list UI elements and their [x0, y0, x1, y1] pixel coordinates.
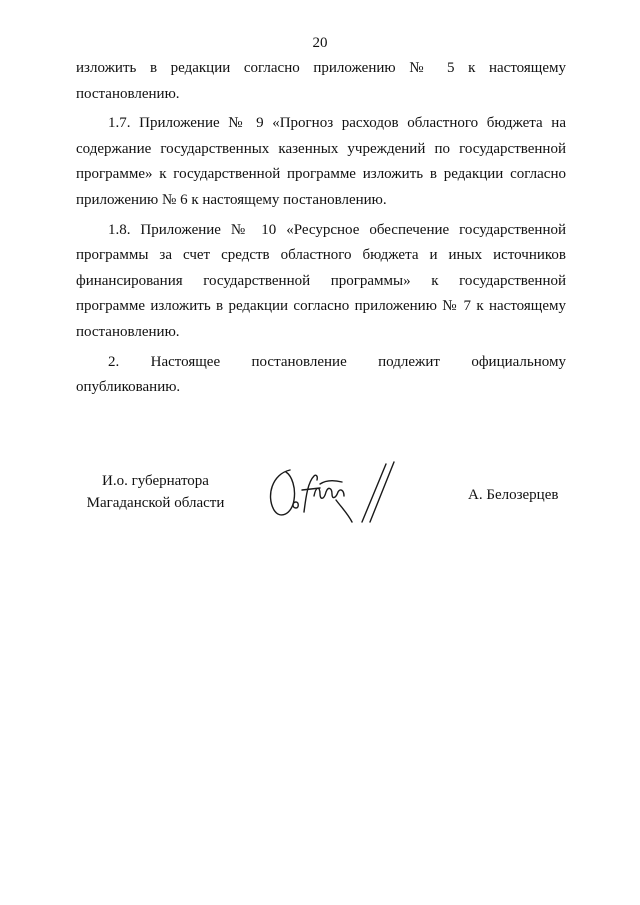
text-line: 2. Настоящее постановление подлежит официальному: [108, 353, 566, 370]
text-line: содержание государственных казенных учреждений по государственной: [76, 140, 566, 157]
text-line: постановлению.: [76, 323, 180, 340]
paragraph-1-7: [76, 111, 566, 213]
handwritten-signature-icon: [262, 456, 402, 530]
text-line: постановлению.: [76, 85, 180, 102]
text-line: программе» к государственной программе изложить в редакции согласно: [76, 166, 566, 183]
signer-name: А. Белозерцев: [468, 487, 559, 503]
text-line: 1.7. Приложение № 9 «Прогноз расходов областного бюджета на: [108, 115, 566, 132]
signature-block: [0, 466, 640, 526]
text-line: 1.8. Приложение № 10 «Ресурсное обеспечение государственной: [108, 221, 566, 238]
paragraph-continuation: [76, 56, 566, 107]
text-line: финансирования государственной программы» к государственной: [76, 272, 566, 289]
paragraph-1-8: [76, 218, 566, 346]
signer-position-line: И.о. губернатора: [102, 473, 209, 489]
page-number: 20: [312, 35, 328, 51]
text-line: приложению № 6 к настоящему постановлению.: [76, 191, 387, 208]
text-line: опубликованию.: [76, 379, 181, 396]
text-line: программы за счет средств областного бюджета и иных источников: [76, 247, 566, 264]
paragraph-2: [76, 350, 566, 401]
document-body: [76, 56, 566, 401]
text-line: изложить в редакции согласно приложению № 5 к настоящему: [76, 60, 566, 76]
text-line: программе изложить в редакции согласно приложению № 7 к настоящему: [76, 298, 566, 315]
signer-position-line: Магаданской области: [86, 495, 225, 511]
signer-position: [83, 470, 228, 514]
